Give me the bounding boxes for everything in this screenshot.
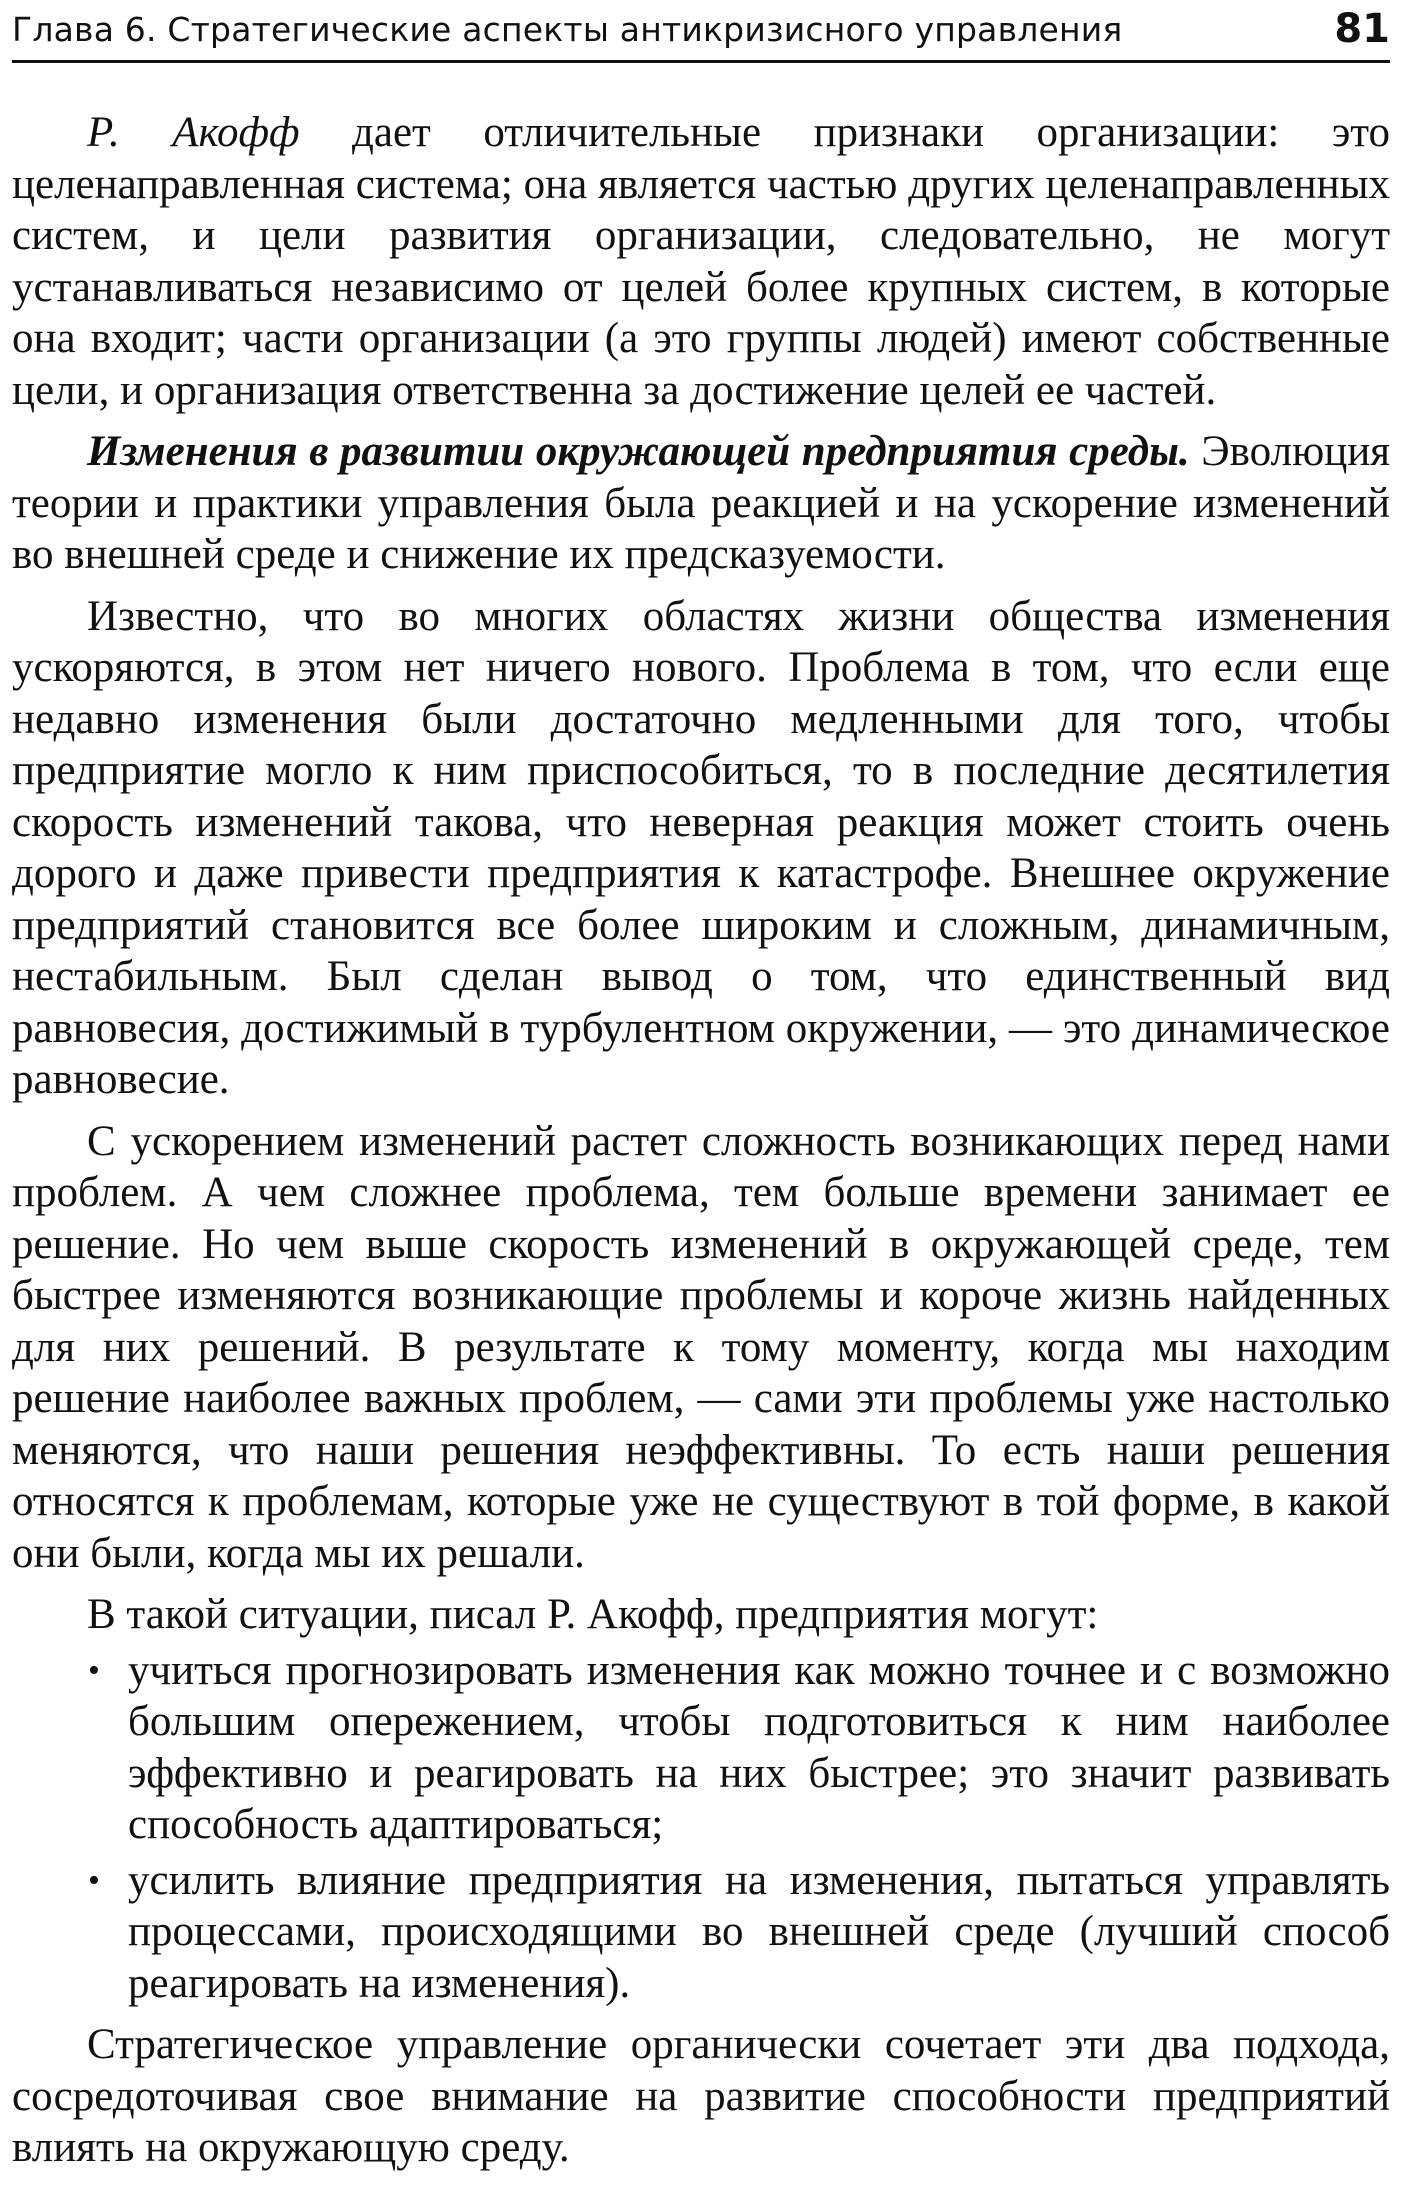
book-page xyxy=(12,0,1390,2200)
paragraph-complexity: С ускорением изменений растет сложность возникающих перед нами проблем. А чем сложнее проблема, тем больше времени занимает ее решение. Но чем выше скорость изменений в окружающей среде, тем быстрее изменяются возникающие проблемы и короче жизнь найденных для них решений. В результате к тому моменту, когда мы находим решение наиболее важных проблем, — сами эти проблемы уже настолько меняются, что наши решения неэффективны. То есть наши решения относятся к проблемам, которые уже не существуют в той форме, в какой они были, когда мы их решали. xyxy=(12,1117,1390,1577)
paragraph-text: дает отличительные признаки организации: это целенаправленная система; она является частью других целенаправленных систем, и цели развития организации, следовательно, не могут устанавливаться независимо от целей более крупных систем, в которые она входит; части организации (а это группы людей) имеют собственные цели, и организация ответственна за достижение целей ее частей. xyxy=(12,109,1390,414)
paragraph-acceleration: Известно, что во многих областях жизни общества изменения ускоряются, в этом нет ничего нового. Проблема в том, что если еще недавно изменения были достаточно медленными для того, чтобы предприятие могло к ним приспособиться, то в последние десятилетия скорость изменений такова, что неверная реакция может стоить очень дорого и даже привести предприятия к катастрофе. Внешнее окружение предприятий становится все более широким и сложным, динамичным, нестабильным. Был сделан вывод о том, что единственный вид равновесия, достижимый в турбулентном окружении, — это динамическое равновесие. xyxy=(12,592,1390,1103)
bullet-icon: • xyxy=(88,1651,100,1689)
chapter-title: Глава 6. Стратегические аспекты антикризисного управления xyxy=(12,10,1123,49)
paragraph-text: Эволюция теории и практики управления была реакцией и на ускорение изменений во внешней среде и снижение их предсказуемости. xyxy=(12,428,1391,578)
section-run-in-heading: Изменения в развитии окружающей предприятия среды. xyxy=(87,428,1190,475)
page-number: 81 xyxy=(1334,6,1390,52)
bullet-list xyxy=(12,1645,1390,2010)
paragraph-ackoff-definition xyxy=(12,107,1390,416)
list-item xyxy=(12,1855,1390,2010)
list-item-text: усилить влияние предприятия на изменения, пытаться управлять процессами, происходящими во внешней среде (лучший способ реагировать на изменения). xyxy=(128,1856,1390,2007)
bullet-icon: • xyxy=(88,1861,100,1899)
paragraph-strategic-management: Стратегическое управление органически сочетает эти два подхода, сосредоточивая свое внимание на развитие способности предприятий влиять на окружающую среду. xyxy=(12,2021,1390,2171)
author-name-italic: Р. Акофф xyxy=(87,109,300,156)
paragraph-enterprises-can: В такой ситуации, писал Р. Акофф, предприятия могут: xyxy=(87,1591,1099,1638)
running-header xyxy=(12,0,1390,63)
list-item-text: учиться прогнозировать изменения как можно точнее и с возможно большим опережением, чтобы подготовиться к ним наиболее эффективно и реагировать на них быстрее; это значит развивать способность адаптироваться; xyxy=(128,1646,1390,1848)
paragraph-environment-changes xyxy=(12,426,1390,581)
list-item xyxy=(12,1645,1390,1851)
body-text xyxy=(12,107,1390,2174)
